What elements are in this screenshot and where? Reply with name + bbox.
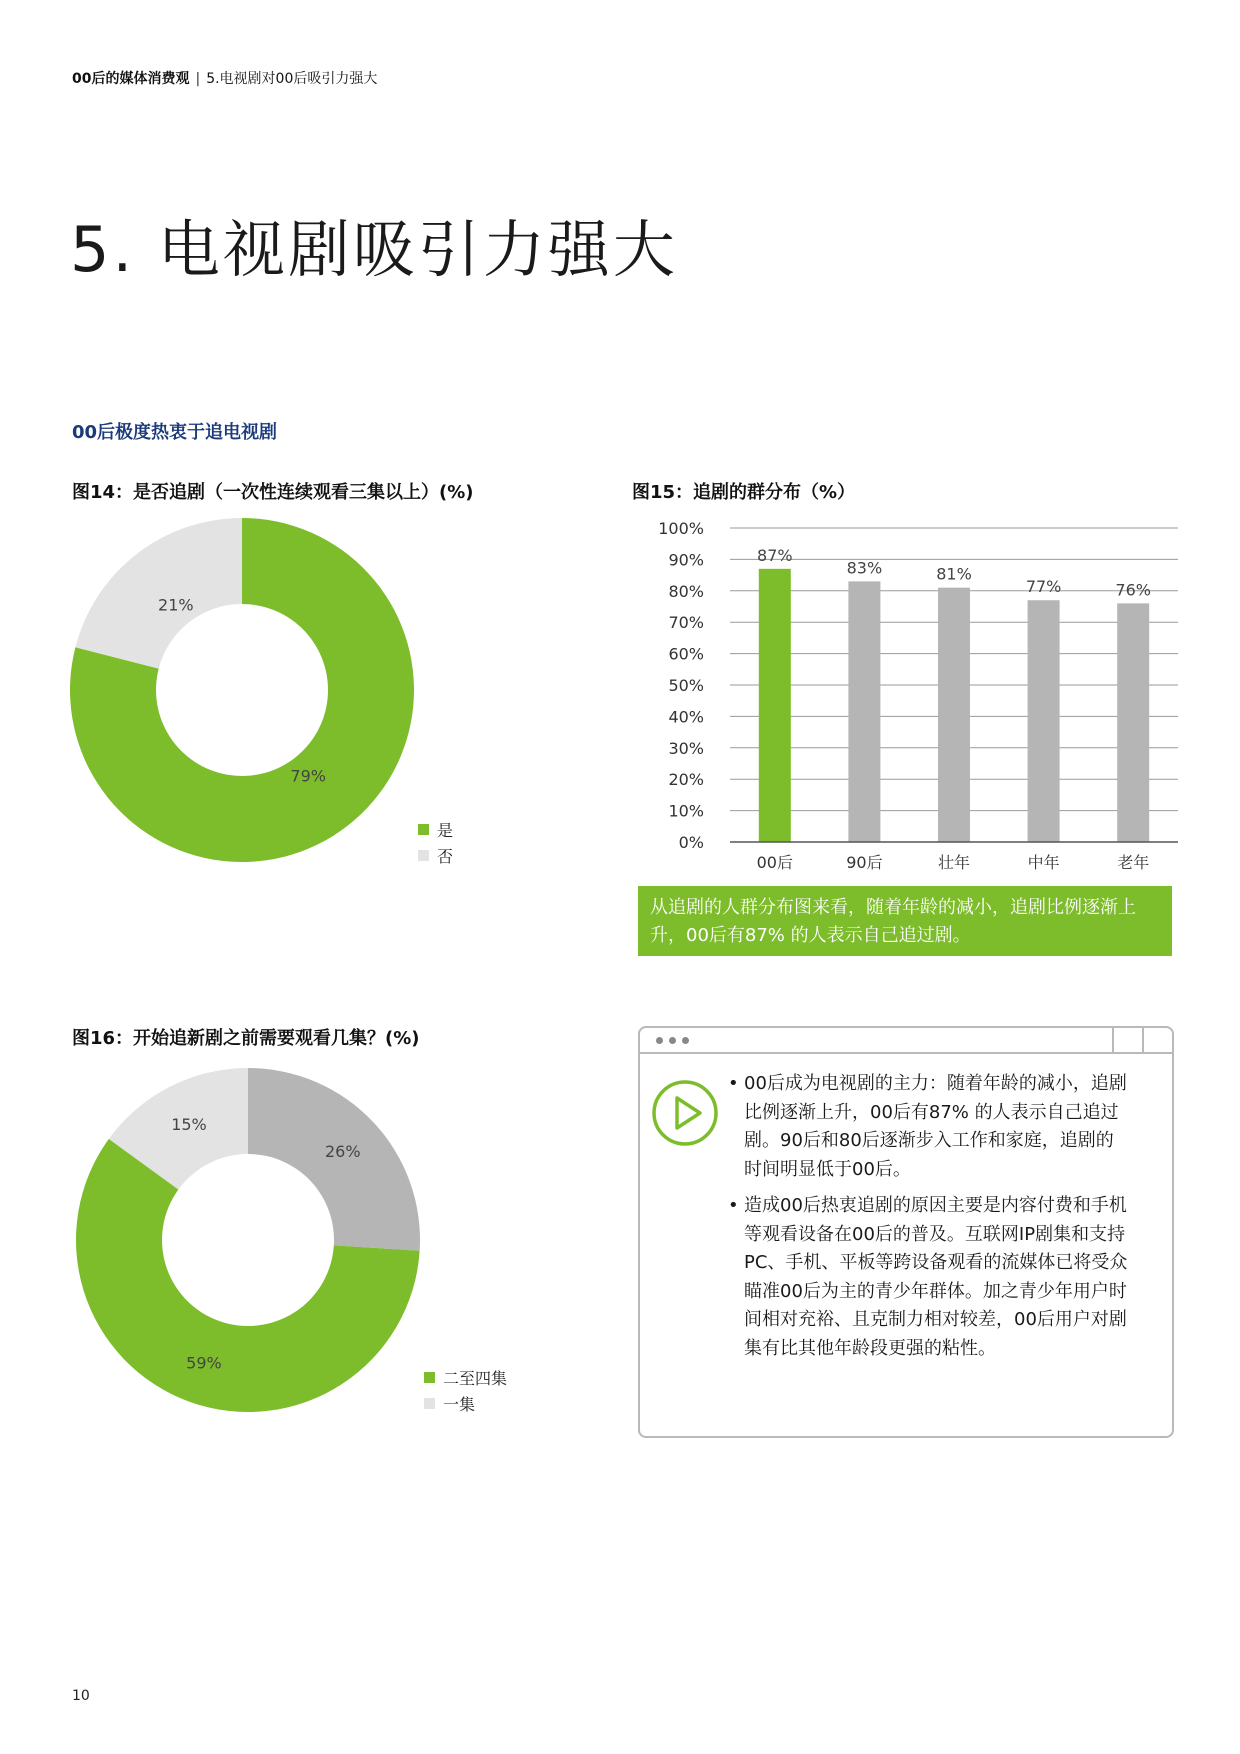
y-tick-label: 100% <box>658 519 704 538</box>
publication-title: 00后的媒体消费观 <box>72 71 190 87</box>
y-tick-label: 80% <box>668 581 704 601</box>
legend-swatch <box>424 1398 435 1409</box>
x-tick-label: 00后 <box>756 853 793 872</box>
bar <box>1028 600 1060 842</box>
page-title: 5. 电视剧吸引力强大 <box>70 213 678 286</box>
legend-label: 否 <box>437 846 454 866</box>
fig14-caption: 图14：是否追剧（一次性连续观看三集以上）(%) <box>72 482 474 503</box>
donut-slice-label: 26% <box>324 1142 361 1162</box>
window-dots <box>656 1037 689 1044</box>
bar <box>848 581 880 842</box>
y-tick-label: 40% <box>668 707 704 727</box>
bar-data-label: 77% <box>1025 577 1062 597</box>
play-icon <box>650 1078 720 1148</box>
x-tick-label: 老年 <box>1117 853 1150 872</box>
legend-item <box>424 1364 507 1390</box>
section-heading: 00后极度热衷于追电视剧 <box>72 422 278 443</box>
legend-label: 是 <box>437 820 454 840</box>
legend-item <box>418 816 453 842</box>
titlebar-divider <box>1142 1028 1144 1052</box>
window-dot <box>669 1037 676 1044</box>
y-tick-label: 60% <box>668 644 704 664</box>
y-tick-label: 50% <box>668 676 704 695</box>
window-dot <box>682 1037 689 1044</box>
callout-bullets <box>728 1070 1128 1371</box>
callout-bullet: • 00后成为电视剧的主力：随着年龄的减小，追剧比例逐渐上升，00后有87% 的人表示自己追过剧。90后和80后逐渐步入工作和家庭，追剧的时间明显低于00后。 <box>728 1070 1128 1184</box>
window-dot <box>656 1037 663 1044</box>
y-tick-label: 70% <box>668 613 704 633</box>
header-separator: | <box>195 71 201 87</box>
running-header <box>72 68 377 88</box>
legend-swatch <box>418 824 429 835</box>
bar-data-label: 81% <box>936 564 972 584</box>
donut-slice-label: 79% <box>290 766 326 786</box>
legend-item <box>418 842 453 868</box>
x-tick-label: 壮年 <box>937 853 971 872</box>
bar <box>938 588 970 842</box>
callout-bullet: • 造成00后热衷追剧的原因主要是内容付费和手机等观看设备在00后的普及。互联网IP剧集和支持PC、手机、平板等跨设备观看的流媒体已将受众瞄准00后为主的青少年群体。加之青少年用户时间相对充裕、且克制力相对较差，00后用户对剧集有比其他年龄段更强的粘性。 <box>728 1192 1128 1363</box>
legend-label: 二至四集 <box>443 1368 508 1388</box>
bar-data-label: 87% <box>757 545 793 565</box>
chapter-title: 5.电视剧对00后吸引力强大 <box>206 71 378 87</box>
bar <box>759 569 791 842</box>
fig16-donut-chart <box>60 1052 620 1432</box>
donut-slice-label: 59% <box>186 1353 222 1373</box>
bar <box>1117 603 1149 842</box>
legend-swatch <box>418 850 429 861</box>
bar-data-label: 76% <box>1115 580 1151 600</box>
y-tick-label: 30% <box>668 738 704 758</box>
titlebar-divider <box>1112 1028 1114 1052</box>
y-tick-label: 20% <box>668 770 704 790</box>
fig15-bar-chart <box>634 508 1194 872</box>
fig16-caption: 图16：开始追新剧之前需要观看几集？(%) <box>72 1028 420 1049</box>
y-tick-label: 90% <box>668 550 704 570</box>
legend-item <box>424 1390 507 1416</box>
y-tick-label: 0% <box>678 833 704 852</box>
x-tick-label: 中年 <box>1027 853 1060 872</box>
fig14-donut-chart <box>60 508 620 888</box>
donut-slice-label: 15% <box>171 1115 207 1135</box>
fig15-caption: 图15：追剧的群分布（%） <box>632 482 856 503</box>
fig16-legend <box>424 1364 507 1416</box>
fig15-note-box: 从追剧的人群分布图来看，随着年龄的减小，追剧比例逐渐上升，00后有87% 的人表示自己追过剧。 <box>638 886 1172 956</box>
donut-slice-label: 21% <box>158 595 194 615</box>
x-tick-label: 90后 <box>846 853 883 872</box>
y-tick-label: 10% <box>668 801 704 821</box>
callout-window <box>638 1026 1174 1438</box>
bar-data-label: 83% <box>846 558 883 578</box>
legend-label: 一集 <box>443 1394 476 1414</box>
page-number: 10 <box>72 1688 90 1704</box>
legend-swatch <box>424 1372 435 1383</box>
donut-slice <box>75 518 242 669</box>
fig14-legend <box>418 816 453 868</box>
callout-titlebar <box>640 1028 1172 1054</box>
